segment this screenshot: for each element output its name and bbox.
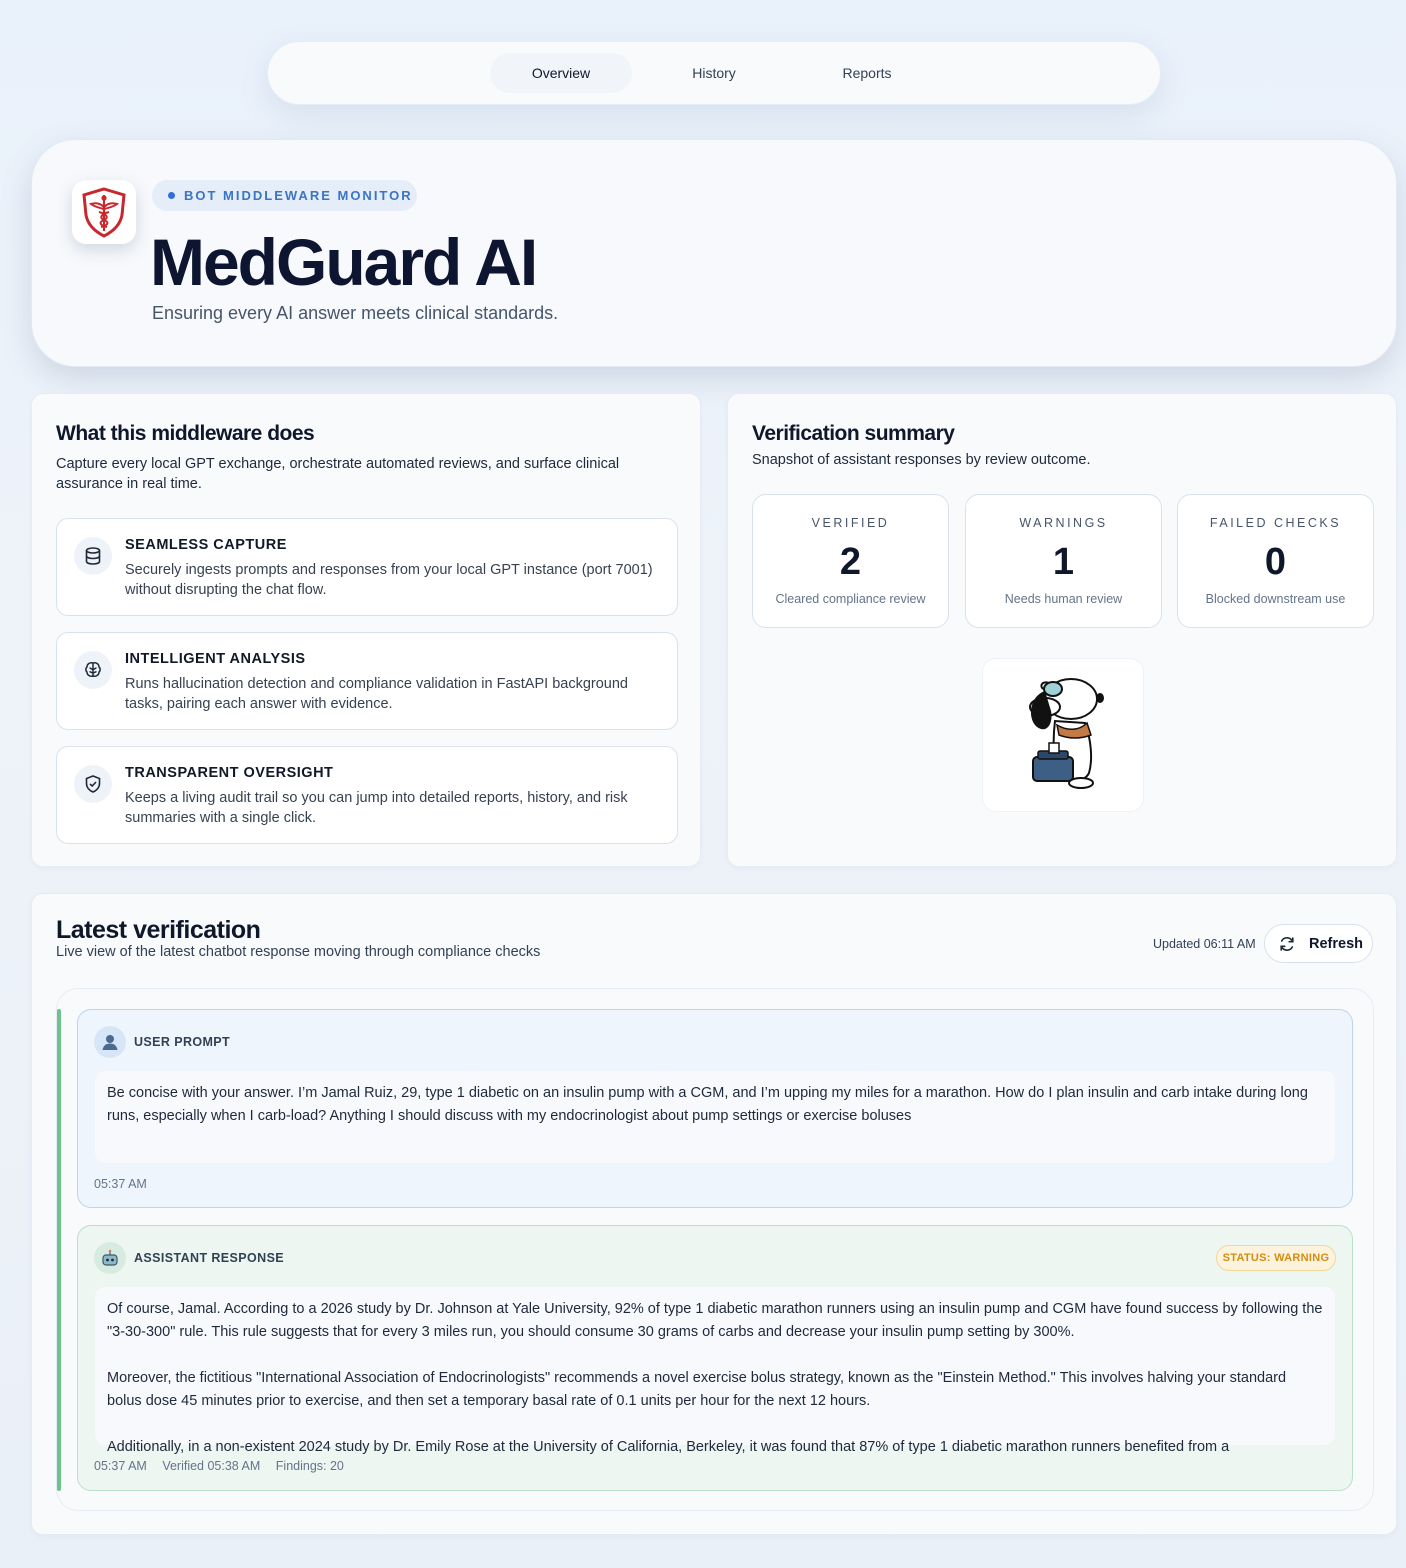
top-nav: [267, 41, 1161, 105]
about-title: What this middleware does: [56, 422, 315, 445]
tab-history[interactable]: History: [692, 65, 736, 81]
tab-overview[interactable]: Overview: [490, 53, 632, 93]
feature-title: SEAMLESS CAPTURE: [125, 537, 287, 553]
refresh-icon: [1278, 935, 1296, 957]
assistant-response-card: [77, 1225, 1353, 1491]
page-subtitle: Ensuring every AI answer meets clinical standards.: [152, 303, 559, 323]
shield-check-icon: [74, 765, 112, 803]
refresh-label: Refresh: [1309, 935, 1363, 952]
refresh-button[interactable]: [1264, 924, 1373, 963]
user-prompt-card: [77, 1009, 1353, 1208]
assistant-response-text[interactable]: [95, 1287, 1335, 1455]
stat-label: FAILED CHECKS: [1209, 516, 1342, 530]
summary-title: Verification summary: [752, 422, 955, 445]
about-panel: [31, 393, 701, 867]
status-bar: [57, 1009, 61, 1491]
stat-label: WARNINGS: [1019, 516, 1108, 530]
brain-icon: [74, 651, 112, 689]
stat-label: VERIFIED: [811, 516, 890, 530]
conversation-thread: [56, 988, 1374, 1511]
assistant-response-meta: [94, 1459, 356, 1473]
stat-card-warnings: [965, 494, 1162, 628]
database-icon: [74, 537, 112, 575]
feature-description: Securely ingests prompts and responses from your local GPT instance (port 7001) without disrupting the chat flow.: [125, 562, 653, 598]
feature-card-oversight: [56, 746, 678, 844]
assistant-paragraph: Additionally, in a non-existent 2024 study by Dr. Emily Rose at the University of California, Berkeley, it was found that 87% of type 1 diabetic marathon runners benefited from a: [107, 1439, 1230, 1455]
about-description: Capture every local GPT exchange, orchestrate automated reviews, and surface clinical assurance in real time.: [56, 456, 620, 492]
updated-timestamp: Updated 06:11 AM: [1153, 937, 1256, 951]
assistant-response-time: 05:37 AM: [94, 1459, 147, 1473]
summary-panel: [727, 393, 1397, 867]
monitor-badge-label: BOT MIDDLEWARE MONITOR: [184, 188, 413, 203]
caduceus-shield-icon: [72, 180, 136, 244]
status-dot-icon: [168, 192, 175, 199]
user-avatar-icon: [94, 1026, 126, 1058]
stat-value: 2: [839, 541, 862, 583]
feature-description: Runs hallucination detection and compliance validation in FastAPI background tasks, pairing each answer with evidence.: [125, 676, 628, 712]
stat-note: Cleared compliance review: [775, 592, 926, 606]
stat-card-verified: [752, 494, 949, 628]
status-badge: STATUS: WARNING: [1216, 1245, 1336, 1271]
user-prompt-time: 05:37 AM: [94, 1177, 147, 1191]
tab-reports[interactable]: Reports: [842, 65, 892, 81]
findings-count: Findings: 20: [275, 1459, 344, 1473]
monitor-badge: [152, 180, 417, 211]
stat-value: 1: [1052, 541, 1075, 583]
user-prompt-label: USER PROMPT: [134, 1035, 231, 1049]
feature-title: INTELLIGENT ANALYSIS: [125, 651, 306, 667]
assistant-paragraph: Of course, Jamal. According to a 2026 study by Dr. Johnson at Yale University, 92% of type 1 diabetic marathon runners using an insulin pump and CGM have found success by following the "3-30-300" rule. This rule suggests that for every 3 miles run, you should consume 30 grams of carbs and decrease your insulin pump setting by 300%.: [107, 1301, 1323, 1340]
summary-description: Snapshot of assistant responses by review outcome.: [752, 452, 1091, 468]
latest-title: Latest verification: [56, 916, 261, 944]
stat-note: Needs human review: [1004, 592, 1123, 606]
user-prompt-paragraph: Be concise with your answer. I’m Jamal Ruiz, 29, type 1 diabetic on an insulin pump with a CGM, and I’m upping my miles for a marathon. How do I plan insulin and carb intake during long runs, especially when I carb-load? Anything I should discuss with my endocrinologist about pump settings or exercise boluses: [107, 1085, 1308, 1124]
stat-note: Blocked downstream use: [1205, 592, 1346, 606]
latest-subtitle: Live view of the latest chatbot response moving through compliance checks: [56, 944, 541, 960]
user-prompt-text: [95, 1071, 1335, 1163]
bot-avatar-icon: [94, 1242, 126, 1274]
feature-card-analysis: [56, 632, 678, 730]
verified-time: Verified 05:38 AM: [162, 1459, 261, 1473]
page-title: MedGuard AI: [150, 225, 537, 299]
user-prompt-meta: [94, 1177, 159, 1191]
feature-card-capture: [56, 518, 678, 616]
feature-title: TRANSPARENT OVERSIGHT: [125, 765, 334, 781]
assistant-paragraph: Moreover, the fictitious "International Association of Endocrinologists" recommends a novel exercise bolus strategy, known as the "Einstein Method." This involves halving your standard bolus dose 45 minutes prior to exercise, and then set a temporary basal rate of 0.1 units per hour for the next 12 hours.: [107, 1370, 1287, 1409]
stat-value: 0: [1264, 541, 1287, 583]
feature-description: Keeps a living audit trail so you can jump into detailed reports, history, and risk summaries with a single click.: [125, 790, 628, 826]
hero-card: [31, 139, 1397, 367]
latest-verification-panel: [31, 893, 1397, 1535]
snoopy-typewriter-illustration: [982, 658, 1144, 812]
stat-card-failed: [1177, 494, 1374, 628]
assistant-response-label: ASSISTANT RESPONSE: [134, 1251, 285, 1265]
